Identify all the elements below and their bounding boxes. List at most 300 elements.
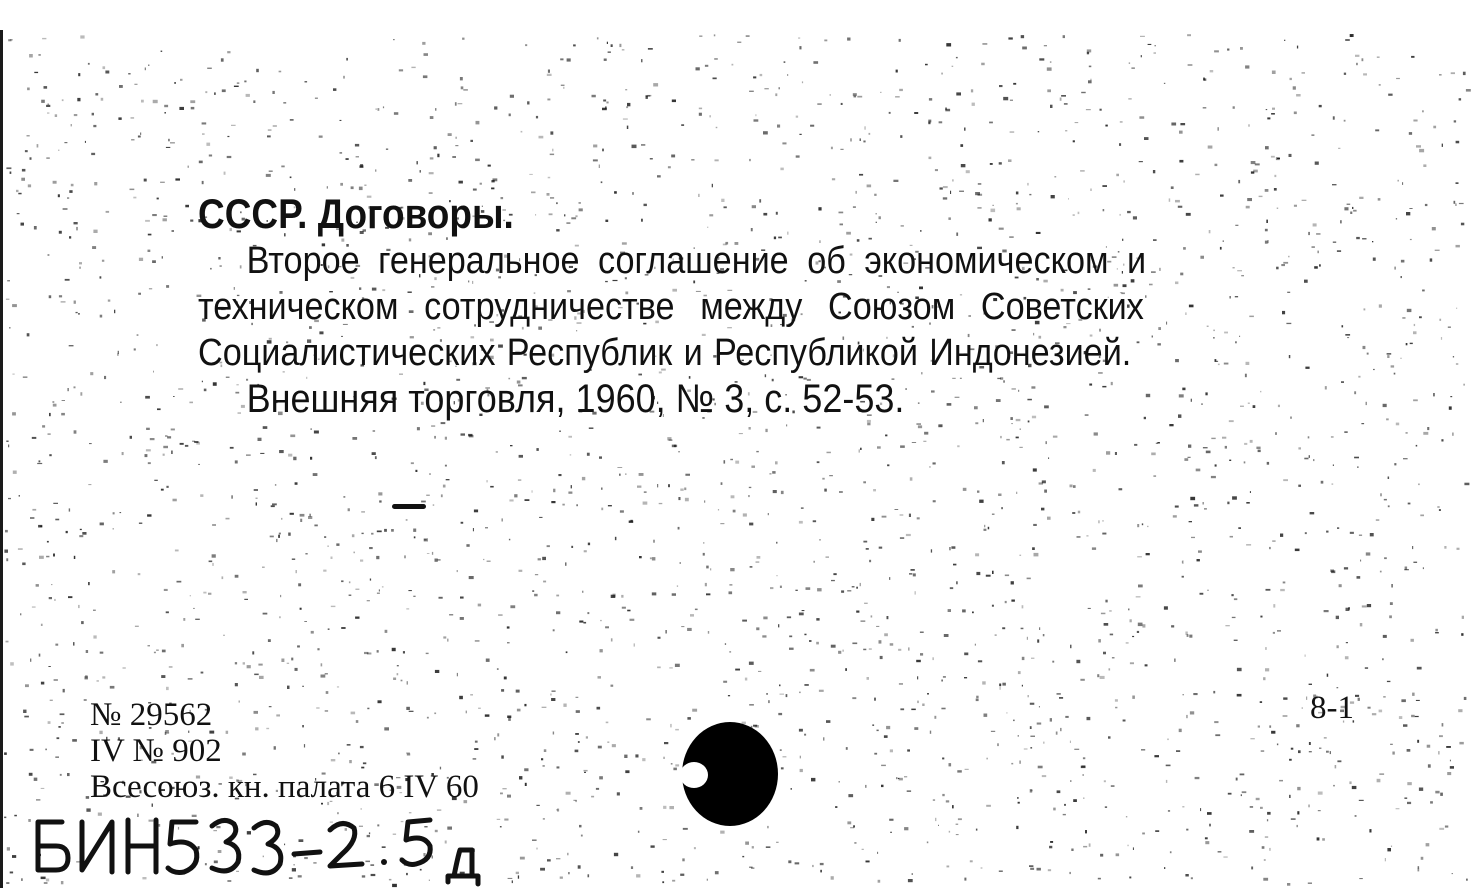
noise-speck: [51, 584, 52, 585]
noise-speck: [10, 662, 14, 665]
noise-speck: [1379, 710, 1383, 713]
noise-speck: [1462, 616, 1464, 619]
noise-speck: [243, 591, 247, 593]
noise-speck: [1077, 536, 1081, 537]
noise-speck: [601, 488, 602, 490]
noise-speck: [190, 100, 195, 103]
noise-speck: [1276, 157, 1280, 160]
noise-speck: [800, 756, 801, 759]
noise-speck: [1053, 808, 1056, 811]
noise-speck: [1372, 241, 1373, 242]
noise-speck: [1070, 780, 1071, 782]
noise-speck: [861, 621, 866, 622]
noise-speck: [1119, 488, 1123, 490]
noise-speck: [305, 553, 307, 555]
noise-speck: [1176, 750, 1180, 752]
noise-speck: [459, 181, 463, 184]
noise-speck: [692, 709, 697, 712]
noise-speck: [1283, 479, 1288, 481]
noise-speck: [161, 489, 164, 491]
noise-speck: [1109, 610, 1112, 612]
noise-speck: [1173, 515, 1177, 517]
noise-speck: [153, 100, 158, 103]
noise-speck: [877, 852, 878, 854]
noise-speck: [175, 550, 179, 552]
noise-speck: [963, 488, 967, 491]
noise-speck: [949, 763, 952, 766]
noise-speck: [824, 489, 827, 492]
noise-speck: [460, 617, 464, 620]
noise-speck: [235, 460, 238, 463]
noise-speck: [1271, 113, 1275, 115]
noise-speck: [209, 561, 213, 563]
noise-speck: [1175, 506, 1179, 508]
noise-speck: [1357, 576, 1361, 579]
noise-speck: [680, 489, 683, 491]
noise-speck: [510, 605, 515, 608]
noise-speck: [504, 677, 507, 680]
noise-speck: [964, 128, 965, 131]
noise-speck: [781, 767, 784, 769]
noise-speck: [1294, 112, 1297, 115]
noise-speck: [1445, 826, 1448, 828]
noise-speck: [1006, 712, 1007, 713]
noise-speck: [1030, 726, 1032, 729]
noise-speck: [1008, 37, 1012, 39]
description-line: Социалистических Республик и Республикой Индонезией.: [198, 332, 1132, 374]
noise-speck: [768, 513, 769, 515]
noise-speck: [634, 643, 635, 646]
noise-speck: [950, 191, 951, 194]
noise-speck: [1319, 105, 1322, 107]
noise-speck: [550, 694, 551, 696]
noise-speck: [911, 709, 916, 711]
noise-speck: [1092, 547, 1096, 550]
noise-speck: [753, 725, 757, 727]
noise-speck: [769, 473, 771, 474]
noise-speck: [1109, 668, 1111, 670]
noise-speck: [1070, 741, 1071, 743]
noise-speck: [1410, 343, 1413, 344]
noise-speck: [1128, 609, 1129, 611]
noise-speck: [178, 388, 183, 390]
noise-speck: [500, 793, 503, 795]
noise-speck: [1253, 170, 1258, 173]
noise-speck: [670, 724, 671, 728]
noise-speck: [81, 621, 84, 624]
noise-speck: [778, 713, 782, 715]
noise-speck: [9, 327, 10, 328]
noise-speck: [154, 652, 156, 654]
noise-speck: [27, 333, 30, 336]
noise-speck: [519, 570, 523, 572]
noise-speck: [754, 119, 759, 121]
noise-speck: [1238, 527, 1241, 529]
noise-speck: [1418, 866, 1420, 869]
noise-speck: [1100, 676, 1105, 679]
noise-speck: [147, 514, 151, 516]
noise-speck: [134, 84, 137, 85]
noise-speck: [1419, 788, 1423, 791]
noise-speck: [185, 445, 188, 447]
noise-speck: [598, 676, 602, 679]
noise-speck: [776, 542, 777, 544]
noise-speck: [1203, 447, 1208, 448]
noise-speck: [164, 589, 168, 591]
noise-speck: [678, 527, 680, 530]
noise-speck: [1349, 781, 1351, 784]
noise-speck: [1068, 198, 1069, 199]
noise-speck: [871, 615, 873, 617]
noise-speck: [94, 182, 97, 185]
noise-speck: [900, 445, 905, 448]
noise-speck: [203, 592, 206, 594]
noise-speck: [152, 260, 156, 263]
noise-speck: [912, 442, 916, 443]
noise-speck: [120, 402, 122, 403]
hand-dot: [381, 859, 387, 865]
noise-speck: [742, 620, 747, 622]
noise-speck: [699, 113, 702, 116]
noise-speck: [745, 678, 747, 681]
noise-speck: [507, 716, 511, 719]
noise-speck: [327, 546, 328, 547]
noise-speck: [476, 121, 480, 125]
noise-speck: [1171, 186, 1174, 189]
noise-speck: [1272, 108, 1275, 110]
noise-speck: [776, 575, 778, 576]
noise-speck: [1458, 709, 1462, 712]
noise-speck: [1345, 656, 1349, 659]
noise-speck: [509, 499, 513, 501]
noise-speck: [527, 101, 529, 104]
noise-speck: [1111, 785, 1115, 786]
noise-speck: [1284, 40, 1285, 41]
noise-speck: [1418, 484, 1419, 486]
noise-speck: [582, 477, 585, 480]
noise-speck: [311, 428, 312, 429]
noise-speck: [639, 556, 642, 558]
noise-speck: [1000, 686, 1001, 689]
noise-speck: [852, 643, 857, 645]
noise-speck: [876, 213, 877, 214]
noise-speck: [1423, 567, 1424, 569]
noise-speck: [816, 642, 819, 645]
noise-speck: [1053, 436, 1058, 438]
noise-speck: [625, 89, 627, 90]
noise-speck: [1302, 72, 1306, 74]
noise-speck: [169, 666, 173, 668]
noise-speck: [885, 435, 887, 437]
noise-speck: [1098, 878, 1101, 880]
noise-speck: [93, 230, 97, 233]
noise-speck: [964, 677, 967, 678]
noise-speck: [1294, 205, 1297, 207]
noise-speck: [1435, 629, 1438, 632]
noise-speck: [161, 51, 163, 52]
noise-speck: [1273, 604, 1275, 608]
noise-speck: [355, 589, 359, 590]
noise-speck: [1103, 209, 1105, 211]
noise-speck: [1260, 616, 1262, 618]
noise-speck: [887, 464, 889, 466]
noise-speck: [912, 873, 913, 875]
noise-speck: [72, 739, 77, 742]
noise-speck: [675, 664, 680, 667]
noise-speck: [745, 842, 749, 845]
noise-speck: [1206, 451, 1211, 454]
noise-speck: [55, 114, 57, 117]
noise-speck: [60, 713, 65, 715]
noise-speck: [1426, 843, 1430, 846]
noise-speck: [699, 35, 702, 37]
noise-speck: [1267, 462, 1269, 465]
noise-speck: [202, 122, 207, 124]
noise-speck: [799, 521, 803, 524]
noise-speck: [341, 627, 345, 629]
noise-speck: [12, 412, 16, 415]
noise-speck: [860, 138, 861, 141]
noise-speck: [1131, 68, 1135, 69]
noise-speck: [928, 120, 931, 123]
noise-speck: [1417, 740, 1419, 743]
noise-speck: [1002, 461, 1005, 464]
noise-speck: [732, 64, 734, 66]
noise-speck: [881, 785, 884, 787]
noise-speck: [157, 198, 159, 200]
noise-speck: [226, 518, 230, 520]
noise-speck: [1279, 780, 1283, 782]
noise-speck: [1022, 47, 1027, 50]
noise-speck: [1112, 657, 1115, 659]
noise-speck: [1344, 207, 1348, 210]
noise-speck: [798, 38, 800, 39]
noise-speck: [840, 224, 844, 226]
noise-speck: [749, 159, 751, 161]
noise-speck: [68, 596, 72, 598]
noise-speck: [1392, 752, 1394, 755]
noise-speck: [6, 167, 11, 169]
noise-speck: [733, 510, 736, 513]
noise-speck: [1360, 623, 1363, 626]
noise-speck: [1464, 697, 1467, 700]
noise-speck: [443, 636, 446, 638]
noise-speck: [71, 124, 72, 126]
noise-speck: [999, 162, 1002, 164]
noise-speck: [978, 183, 982, 185]
noise-speck: [1407, 782, 1412, 785]
noise-speck: [1188, 64, 1193, 66]
noise-speck: [957, 445, 959, 447]
noise-speck: [1189, 635, 1192, 638]
noise-speck: [135, 626, 139, 627]
noise-speck: [1435, 791, 1439, 794]
noise-speck: [1355, 815, 1357, 817]
noise-speck: [1110, 634, 1113, 636]
noise-speck: [1185, 632, 1187, 635]
noise-speck: [859, 449, 860, 452]
stray-ink-mark: [392, 504, 426, 509]
noise-speck: [1240, 774, 1245, 776]
noise-speck: [268, 130, 272, 131]
noise-speck: [162, 256, 163, 258]
noise-speck: [1074, 749, 1079, 750]
noise-speck: [140, 133, 141, 135]
noise-speck: [984, 529, 987, 531]
noise-speck: [976, 572, 980, 575]
noise-speck: [1016, 437, 1019, 439]
noise-speck: [1459, 203, 1464, 204]
noise-speck: [375, 456, 377, 459]
noise-speck: [986, 575, 991, 577]
noise-speck: [811, 778, 815, 782]
noise-speck: [1171, 625, 1174, 627]
noise-speck: [1134, 444, 1137, 446]
noise-speck: [952, 179, 953, 181]
noise-speck: [575, 215, 577, 217]
noise-speck: [536, 116, 538, 119]
noise-speck: [1363, 346, 1366, 349]
noise-speck: [644, 204, 647, 206]
noise-speck: [61, 722, 64, 723]
noise-speck: [1037, 723, 1042, 725]
noise-speck: [1297, 811, 1299, 814]
noise-speck: [1350, 532, 1354, 534]
noise-speck: [614, 853, 618, 856]
noise-speck: [1030, 736, 1035, 737]
noise-speck: [67, 773, 70, 776]
noise-speck: [1308, 883, 1312, 884]
noise-speck: [1309, 455, 1310, 458]
noise-speck: [1217, 127, 1219, 131]
noise-speck: [1205, 837, 1208, 839]
noise-speck: [1093, 469, 1096, 472]
noise-speck: [881, 765, 886, 766]
noise-speck: [379, 589, 380, 591]
noise-speck: [943, 186, 948, 188]
noise-speck: [223, 635, 224, 636]
noise-speck: [603, 100, 606, 102]
noise-speck: [884, 735, 888, 738]
noise-speck: [1073, 140, 1075, 142]
noise-speck: [571, 485, 572, 488]
noise-speck: [227, 136, 229, 137]
noise-speck: [581, 835, 583, 837]
noise-speck: [776, 212, 778, 215]
noise-speck: [1361, 423, 1364, 424]
noise-speck: [133, 197, 136, 199]
noise-speck: [695, 609, 698, 611]
noise-speck: [819, 690, 824, 692]
noise-speck: [263, 426, 268, 429]
noise-speck: [202, 181, 204, 184]
noise-speck: [193, 608, 194, 609]
noise-speck: [1043, 742, 1044, 744]
noise-speck: [22, 169, 26, 172]
noise-speck: [853, 93, 857, 96]
noise-speck: [1366, 402, 1368, 405]
noise-speck: [384, 529, 387, 532]
noise-speck: [766, 693, 767, 695]
noise-speck: [878, 880, 881, 883]
noise-speck: [1318, 810, 1321, 811]
noise-speck: [291, 658, 293, 661]
noise-speck: [1106, 451, 1110, 455]
noise-speck: [1234, 598, 1237, 600]
noise-speck: [632, 192, 633, 195]
noise-speck: [694, 847, 696, 849]
noise-speck: [434, 146, 437, 149]
noise-speck: [222, 576, 224, 579]
noise-speck: [856, 587, 858, 589]
noise-speck: [1367, 353, 1369, 355]
noise-speck: [1335, 765, 1337, 768]
noise-speck: [163, 454, 165, 456]
noise-speck: [1013, 83, 1016, 85]
noise-speck: [148, 645, 151, 646]
noise-speck: [1423, 164, 1426, 167]
noise-speck: [1439, 509, 1441, 511]
noise-speck: [1422, 110, 1423, 112]
noise-speck: [584, 770, 588, 772]
noise-speck: [933, 500, 936, 502]
noise-speck: [1081, 92, 1086, 93]
noise-speck: [895, 96, 900, 98]
noise-speck: [664, 742, 668, 744]
noise-speck: [346, 158, 349, 160]
noise-speck: [1060, 98, 1062, 101]
noise-speck: [6, 641, 9, 643]
noise-speck: [145, 68, 146, 71]
noise-speck: [749, 523, 753, 526]
noise-speck: [84, 699, 87, 700]
noise-speck: [243, 662, 245, 664]
noise-speck: [1326, 531, 1328, 533]
noise-speck: [1451, 72, 1455, 74]
noise-speck: [1241, 794, 1242, 796]
noise-speck: [566, 651, 568, 653]
noise-speck: [1412, 546, 1413, 549]
noise-speck: [351, 186, 354, 189]
noise-speck: [470, 140, 473, 142]
noise-speck: [779, 87, 780, 89]
noise-speck: [730, 568, 734, 571]
noise-speck: [283, 102, 286, 103]
noise-speck: [74, 222, 78, 224]
noise-speck: [956, 233, 958, 236]
noise-speck: [999, 871, 1003, 872]
noise-speck: [799, 134, 801, 135]
noise-speck: [538, 558, 541, 560]
noise-speck: [579, 202, 581, 203]
noise-speck: [908, 647, 910, 650]
noise-speck: [525, 499, 530, 501]
noise-speck: [487, 480, 488, 482]
noise-speck: [942, 758, 944, 760]
noise-speck: [709, 115, 711, 117]
noise-speck: [1322, 838, 1325, 841]
noise-speck: [164, 216, 168, 218]
noise-speck: [281, 166, 284, 168]
noise-speck: [642, 758, 645, 761]
noise-speck: [995, 634, 997, 635]
noise-speck: [1384, 557, 1387, 559]
noise-speck: [691, 159, 694, 160]
noise-speck: [1250, 440, 1253, 443]
noise-speck: [992, 605, 994, 607]
noise-speck: [1187, 34, 1191, 36]
noise-speck: [54, 679, 58, 681]
